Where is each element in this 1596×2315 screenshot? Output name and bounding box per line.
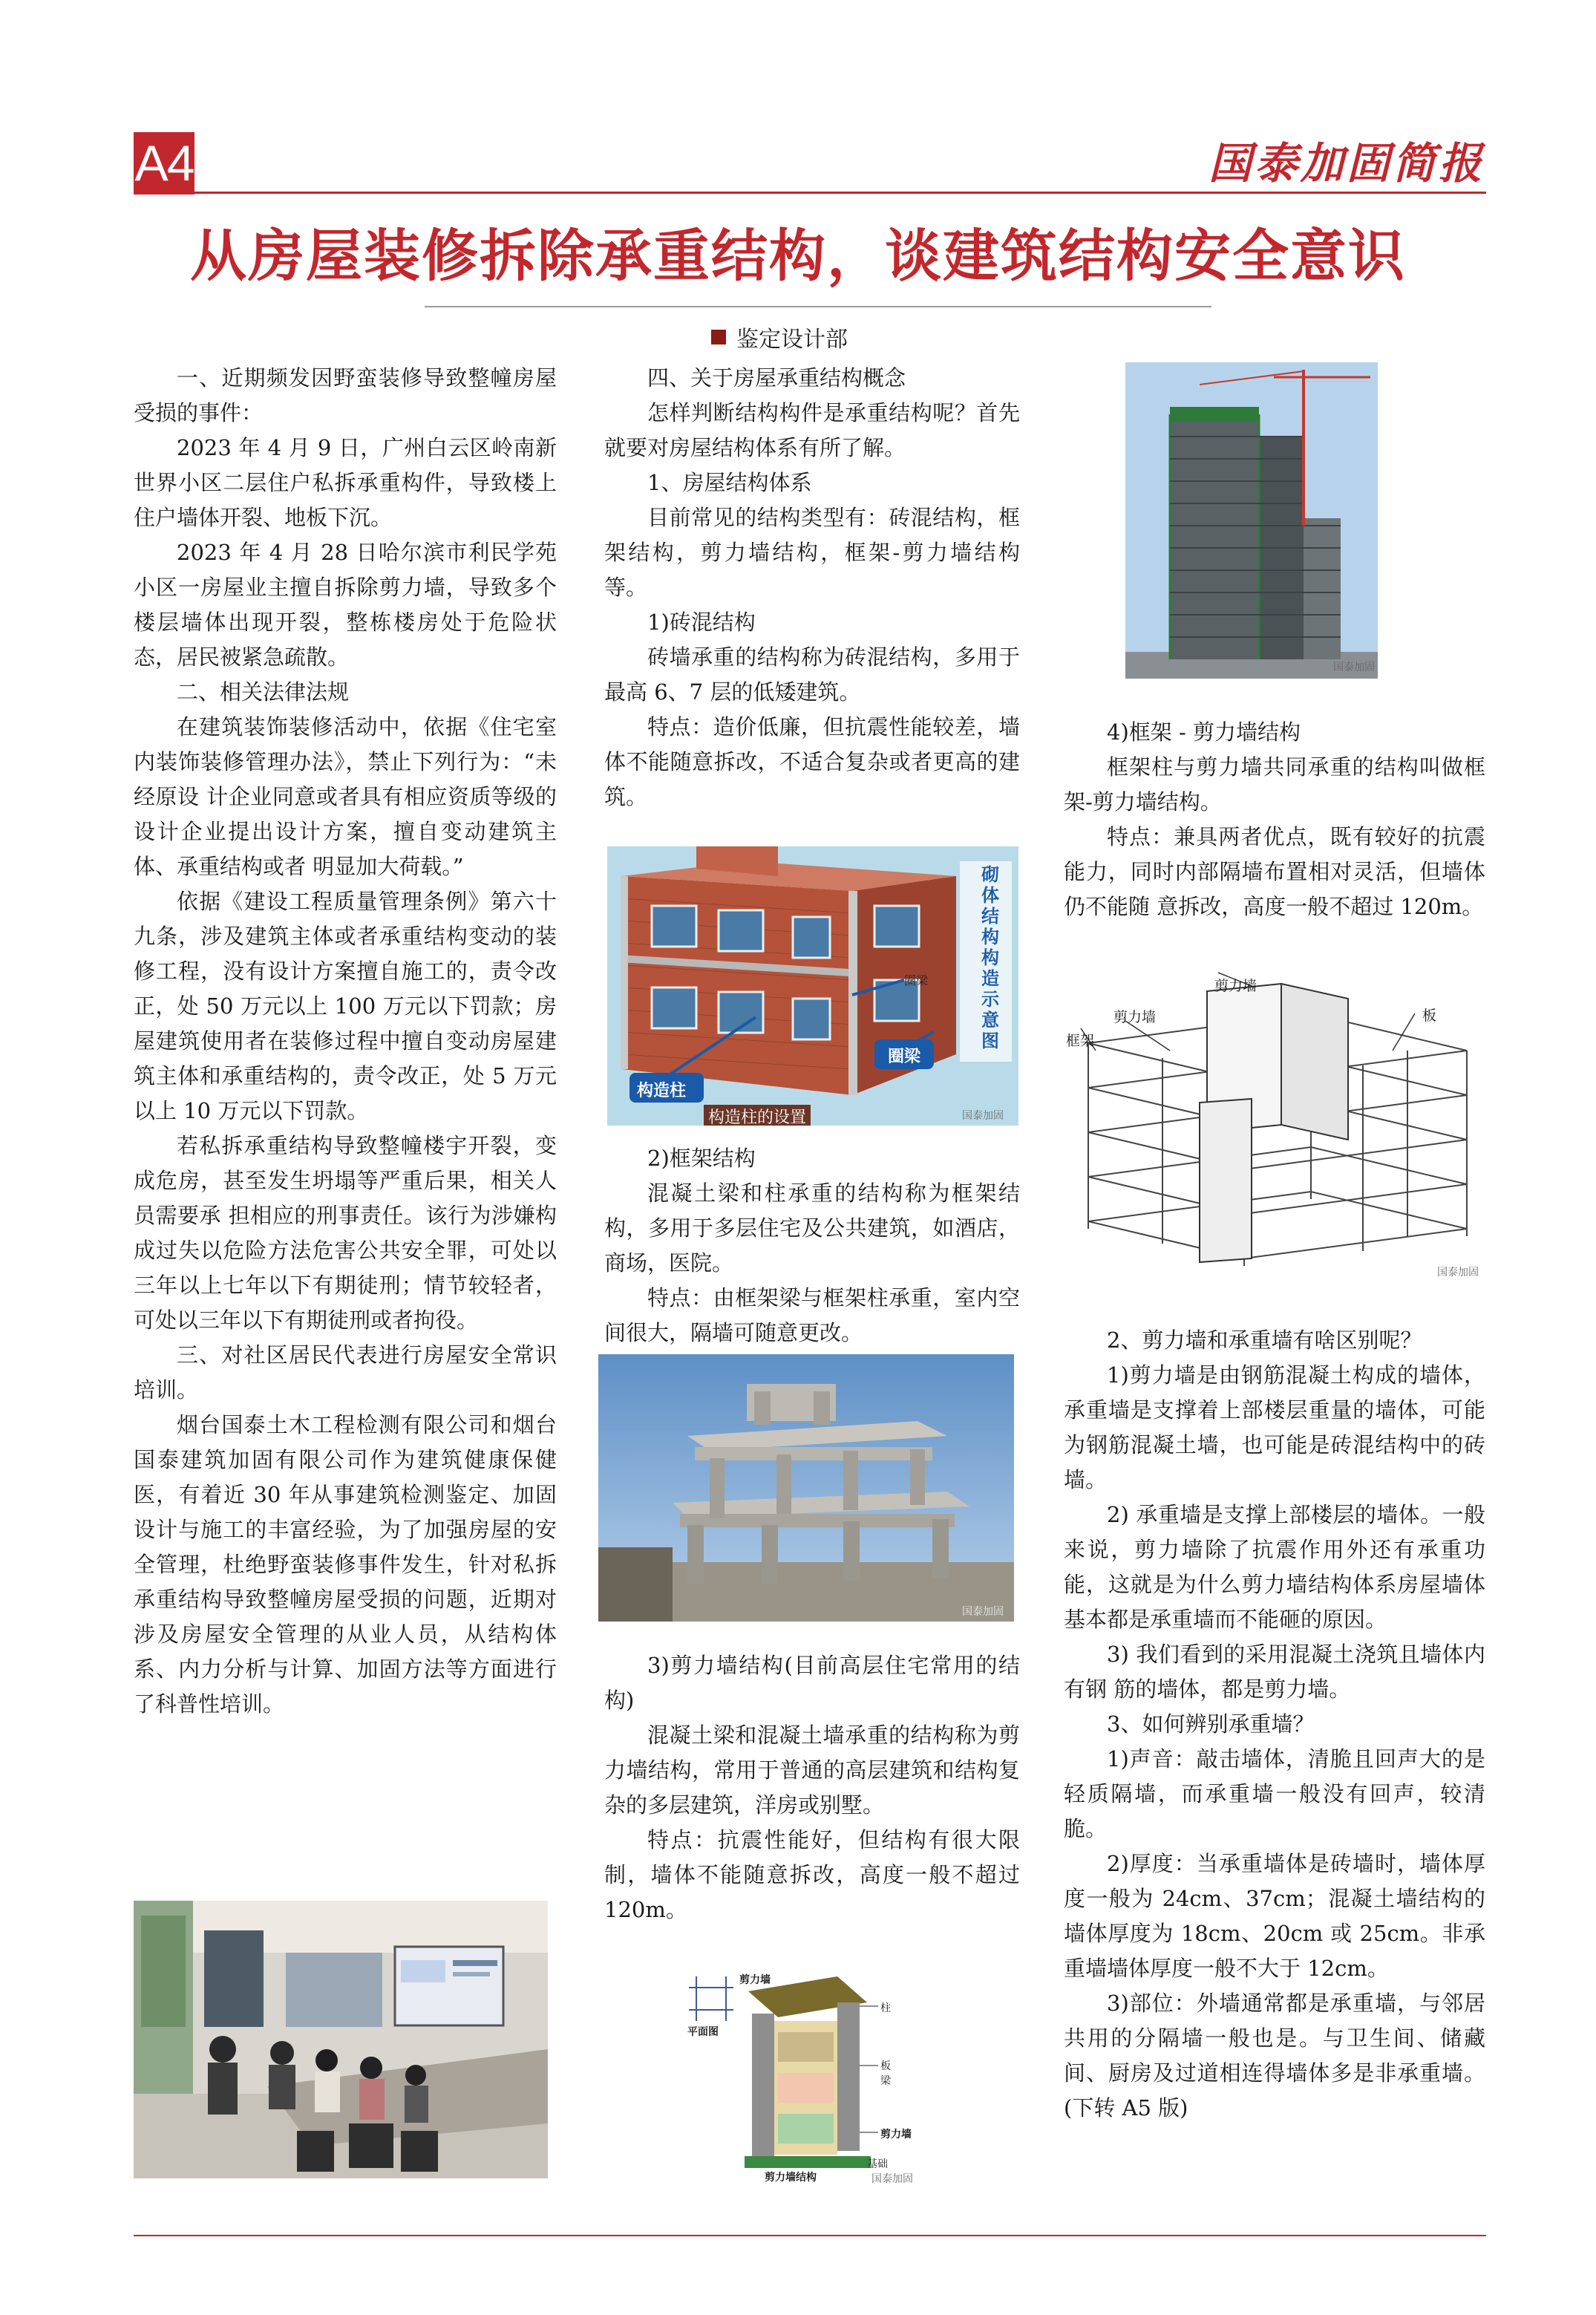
paragraph: 特点：兼具两者优点，既有较好的抗震能力，同时内部隔墙布置相对灵活，但墙体仍不能随 意拆改，高度一般不超过 120m。 <box>1064 824 1485 919</box>
paragraph: 1)剪力墙是由钢筋混凝土构成的墙体，承重墙是支撑着上部楼层重量的墙体，可能为钢筋混凝土墙，也可能是砖混结构中的砖墙。 <box>1064 1362 1485 1492</box>
shearwall-label-col: 柱 <box>880 2002 891 2014</box>
shearwall-label-plan: 平面图 <box>687 2026 719 2038</box>
article-headline: 从房屋装修拆除承重结构，谈建筑结构安全意识 <box>190 223 1406 289</box>
tower-construction-photo <box>1125 362 1378 679</box>
shearwall-figure <box>681 1962 919 2186</box>
section-heading: 四、关于房屋承重结构概念 <box>647 365 906 391</box>
shearwall-label-wall: 剪力墙 <box>880 2129 912 2141</box>
diagram-watermark: 国泰加固 <box>1437 1267 1479 1279</box>
column-2-middle <box>604 1141 1020 1351</box>
paragraph: 3) 我们看到的采用混凝土浇筑且墙体内有钢 筋的墙体，都是剪力墙。 <box>1064 1642 1485 1702</box>
brick-figure-side-title: 砌体结构构造示意图 <box>981 864 999 1051</box>
tower-watermark: 国泰加固 <box>1333 662 1375 673</box>
paragraph: 在建筑装饰装修活动中，依据《住宅室内装饰装修管理办法》，禁止下列行为：“未经原设 计企业同意或者具有相应资质等级的设计企业提出设计方案，擅自变动建筑主体、承重结构或者 明显加大荷载。” <box>134 714 557 879</box>
column-2-top <box>604 361 1020 814</box>
diagram-label-frame: 框架 <box>1066 1033 1095 1049</box>
paragraph: 砖墙承重的结构称为砖混结构，多用于 最高 6、7 层的低矮建筑。 <box>604 644 1020 705</box>
masthead-title: 国泰加固简报 <box>1208 138 1485 189</box>
shearwall-watermark: 国泰加固 <box>871 2173 913 2185</box>
section-heading: 2、剪力墙和承重墙有啥区别呢？ <box>1107 1328 1422 1353</box>
paragraph: 特点：造价低廉，但抗震性能较差，墙体不能随意拆改，不适合复杂或者更高的建筑。 <box>604 714 1020 809</box>
paragraph: 烟台国泰土木工程检测有限公司和烟台国泰建筑加固有限公司作为建筑健康保健医，有着近 30 年从事建筑检测鉴定、加固设计与施工的丰富经验，为了加强房屋的安全管理，杜绝野蛮装修事件发生，针对私拆承重结构导致整幢房屋受损的问题，近期对涉及房屋安全管理的从业人员，从结构体系、内力分析与计算、加固方法等方面进行了科普性培训。 <box>134 1412 557 1717</box>
paragraph: 一、近期频发因野蛮装修导致整幢房屋受损的事件： <box>134 365 557 425</box>
diagram-label-shear-top: 剪力墙 <box>1214 978 1257 994</box>
paragraph: 3)部位：外墙通常都是承重墙，与邻居共用的分隔墙一般也是。与卫生间、储藏间、厨房及过道相连得墙体多是非承重墙。(下转 A5 版) <box>1064 1991 1485 2120</box>
section-heading: 2)框架结构 <box>647 1146 756 1171</box>
shearwall-label-slab: 板 <box>880 2060 891 2072</box>
frame-shear-diagram <box>1066 969 1485 1281</box>
paragraph: 依据《建设工程质量管理条例》第六十九条，涉及建筑主体或者承重结构变动的装修工程，没有设计方案擅自施工的，责令改正，处 50 万元以上 100 万元以下罚款；房屋建筑使用者在装修过程中擅自变动房屋建筑主体和承重结构的，责令改正，处 5 万元以上 10 万元以下罚款。 <box>134 889 557 1123</box>
column-2-bottom <box>604 1648 1020 1927</box>
shearwall-caption: 剪力墙结构 <box>765 2172 817 2184</box>
paragraph: 2023 年 4 月 28 日哈尔滨市利民学苑小区一房屋业主擅自拆除剪力墙，导致多个楼层墙体出现开裂，整栋楼房处于危险状态，居民被紧急疏散。 <box>134 540 557 670</box>
brick-label-beam: 圈梁 <box>904 973 929 987</box>
brick-label-column: 构造柱 <box>637 1082 687 1100</box>
brick-label-bottom: 构造柱的设置 <box>704 1105 811 1126</box>
section-heading: 1)砖混结构 <box>647 610 756 635</box>
page-number-badge: A4 <box>134 132 194 195</box>
paragraph: 2)厚度：当承重墙体是砖墙时，墙体厚度一般为 24cm、37cm；混凝土墙结构的墙体厚度为 18cm、20cm 或 25cm。非承重墙墙体厚度一般不大于 12cm。 <box>1064 1851 1485 1981</box>
paragraph: 混凝土梁和混凝土墙承重的结构称为剪力墙结构，常用于普通的高层建筑和结构复杂的多层建筑，洋房或别墅。 <box>604 1723 1020 1818</box>
column-3-top <box>1064 715 1485 924</box>
column-1 <box>134 361 557 1722</box>
shearwall-label-beam: 梁 <box>880 2075 891 2087</box>
section-heading: 4)框架 - 剪力墙结构 <box>1107 719 1301 745</box>
frame-photo-watermark: 国泰加固 <box>962 1606 1004 1618</box>
section-heading: 二、相关法律法规 <box>177 679 350 705</box>
brick-structure-figure <box>607 846 1018 1126</box>
shearwall-label-base: 基础 <box>867 2158 888 2170</box>
section-heading: 1、房屋结构体系 <box>647 470 812 495</box>
section-heading: 3)剪力墙结构(目前高层住宅常用的结构) <box>604 1653 1020 1713</box>
training-photo <box>134 1901 548 2178</box>
brick-watermark: 国泰加固 <box>962 1110 1004 1122</box>
frame-structure-photo <box>598 1354 1014 1622</box>
footer-rule <box>134 2235 1486 2236</box>
column-3-bottom <box>1064 1323 1485 2126</box>
department-byline <box>711 321 848 353</box>
diagram-label-slab: 板 <box>1422 1008 1437 1024</box>
paragraph: 混凝土梁和柱承重的结构称为框架结构，多用于多层住宅及公共建筑，如酒店，商场，医院。 <box>604 1181 1020 1276</box>
paragraph: 目前常见的结构类型有：砖混结构，框架结构，剪力墙结构，框架-剪力墙结构等。 <box>604 505 1020 600</box>
paragraph: 特点：抗震性能好，但结构有很大限制，墙体不能随意拆改，高度一般不超过 120m。 <box>604 1827 1020 1922</box>
paragraph: 特点：由框架梁与框架柱承重，室内空间很大，隔墙可随意更改。 <box>604 1285 1020 1345</box>
department-name: 鉴定设计部 <box>736 327 848 353</box>
paragraph: 2023 年 4 月 9 日，广州白云区岭南新世界小区二层住户私拆承重构件，导致楼上住户墙体开裂、地板下沉。 <box>134 435 557 530</box>
brick-label-ringbeam: 圈梁 <box>888 1048 921 1066</box>
byline-bullet-icon <box>711 330 726 345</box>
paragraph: 2) 承重墙是支撑上部楼层的墙体。一般来说，剪力墙除了抗震作用外还有承重功能，这就是为什么剪力墙结构体系房屋墙体基本都是承重墙而不能砸的原因。 <box>1064 1502 1485 1632</box>
paragraph: 1)声音：敲击墙体，清脆且回声大的是轻质隔墙，而承重墙一般没有回声，较清脆。 <box>1064 1746 1485 1841</box>
headline-rule <box>425 306 1211 307</box>
paragraph: 若私拆承重结构导致整幢楼宇开裂，变成危房，甚至发生坍塌等严重后果，相关人员需要承 担相应的刑事责任。该行为涉嫌构成过失以危险方法危害公共安全罪，可处以三年以上七年以下有期徒刑；情节较轻者，可处以三年以下有期徒刑或者拘役。 <box>134 1133 557 1333</box>
paragraph: 怎样判断结构构件是承重结构呢？首先 就要对房屋结构体系有所了解。 <box>604 400 1020 460</box>
diagram-label-shear-left: 剪力墙 <box>1113 1009 1157 1025</box>
shearwall-label-top: 剪力墙 <box>739 1974 771 1986</box>
section-heading: 三、对社区居民代表进行房屋安全常识培训。 <box>134 1342 557 1403</box>
paragraph: 框架柱与剪力墙共同承重的结构叫做框架-剪力墙结构。 <box>1064 754 1485 814</box>
section-heading: 3、如何辨别承重墙？ <box>1107 1711 1315 1737</box>
